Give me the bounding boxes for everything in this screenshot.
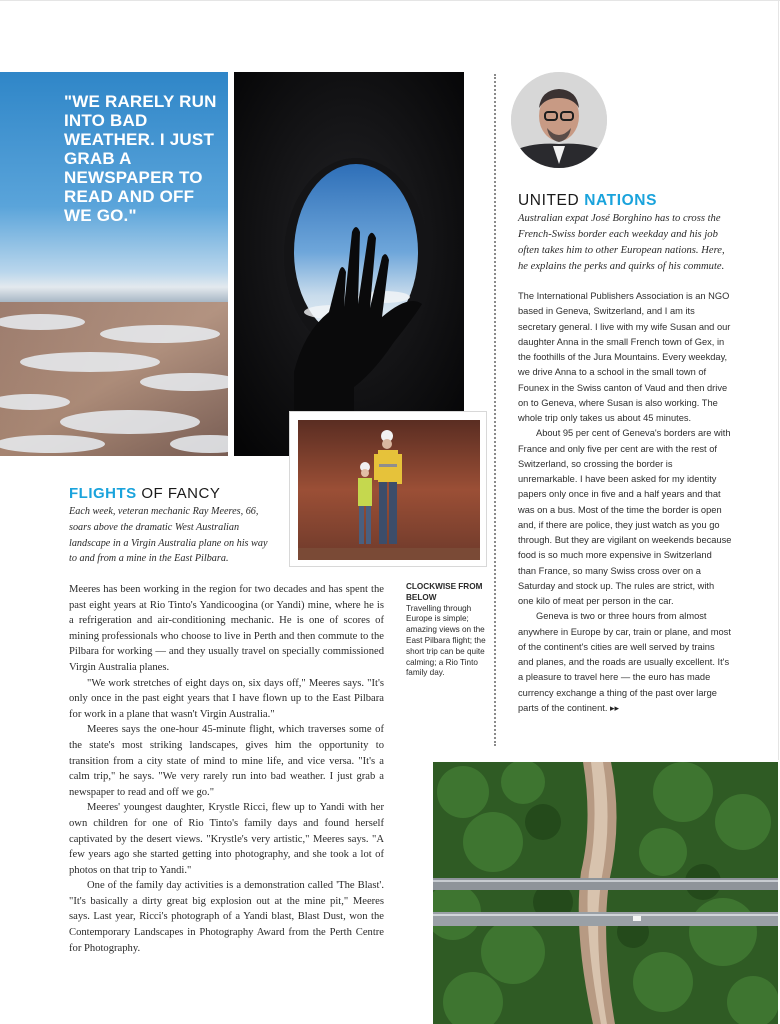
body-paragraph bbox=[518, 426, 732, 609]
body-paragraph: "We work stretches of eight days on, six days off," Meeres says. "It's only once in the past eight years that I have flown up to the East Pilbara for work in a plane that wasn't Virgin Australia." bbox=[69, 677, 384, 720]
united-nations-headline bbox=[518, 192, 657, 210]
body-paragraph-text: Geneva is two or three hours from almost anywhere in Europe by car, train or plane, and most of the continent's cities are well served by trains and planes, and the roads are usually excellent. It's a pleasure to travel here — the euro has made currency exchange a thing of the past over large parts of the continent. bbox=[518, 611, 731, 713]
column-divider bbox=[494, 74, 496, 746]
headline-plain: UNITED bbox=[518, 192, 585, 209]
headline-accent: FLIGHTS bbox=[69, 485, 137, 502]
body-paragraph bbox=[518, 609, 732, 716]
author-portrait bbox=[511, 72, 607, 168]
body-paragraph: Meeres' youngest daughter, Krystle Ricci, flew up to Yandi with her own children for one of Rio Tinto's family days and found herself captivated by the desert views. "Krystle's very artistic," Meeres says. "A few years ago she started getting into photography, and she took a lot of photos on that trip to Yandi." bbox=[69, 802, 384, 876]
flights-of-fancy-standfirst: Each week, veteran mechanic Ray Meeres, 66, soars above the dramatic West Australian landscape in a Virgin Australia plane on his way to and from a mine in the East Pilbara. bbox=[69, 506, 268, 565]
body-paragraph: One of the family day activities is a demonstration called 'The Blast'. "It's basically a dirty great big explosion out at the mine pit," Meeres says. Last year, Ricci's photograph of a Yandi blast, Blast Dust, won the Contemporary Landscapes in Photography Award from the Perth Centre for Photography. bbox=[69, 880, 384, 954]
headline-plain: OF FANCY bbox=[136, 485, 221, 502]
aerial-bridge-photo bbox=[433, 762, 778, 1024]
body-paragraph: Meeres says the one-hour 45-minute flight, which traverses some of the state's most striking landscapes, gives him the opportunity to transition from a city state of mind to mine life, and vice versa. "It's a calm trip," he says. "We very rarely run into bad weather. I just grab a newspaper to read and off we go." bbox=[69, 724, 384, 798]
body-paragraph: The International Publishers Association is an NGO based in Geneva, Switzerland, and I am its secretary general. I live with my wife Susan and our daughter Anna in the small French town of Gex, in the foothills of the Jura Mountains. Every weekday, we drive Anna to a school in the small town of Founex in the Swiss canton of Vaud and then drive on to Geneva, where Susan is also working. The whole trip only takes us about 45 minutes. bbox=[518, 291, 731, 423]
photo-caption bbox=[406, 582, 488, 679]
caption-text: Travelling through Europe is simple; amazing views on the East Pilbara flight; the short trip can be quite calming; a Rio Tinto family day. bbox=[406, 603, 486, 678]
body-paragraph: Meeres has been working in the region for two decades and has spent the past eight years at Rio Tinto's Yandicoogina (or Yandi) mine, where he is a refrigeration and air-conditioning mechanic. He is one of scores of mining professionals who choose to live in Perth and then commute to the Pilbara for working — and they usually travel on specially commissioned Virgin Australia planes. bbox=[69, 584, 384, 673]
united-nations-standfirst: Australian expat José Borghino has to cross the French-Swiss border each weekday and his job often takes him to other European nations. Here, he explains the perks and quirks of his commute. bbox=[518, 213, 725, 272]
headline-accent: NATIONS bbox=[584, 192, 658, 209]
flights-of-fancy-headline bbox=[69, 485, 220, 502]
page-edge-top bbox=[0, 0, 780, 1]
caption-heading: CLOCKWISE FROM BELOW bbox=[406, 582, 483, 602]
family-day-photo bbox=[290, 412, 486, 566]
airplane-window-photo bbox=[234, 72, 464, 456]
continue-arrow-icon: ▸▸ bbox=[610, 702, 620, 713]
united-nations-body bbox=[518, 289, 732, 716]
page-edge-right bbox=[778, 0, 779, 760]
pull-quote: "WE RARELY RUN INTO BAD WEATHER. I JUST GRAB A NEWSPAPER TO READ AND OFF WE GO." bbox=[64, 92, 217, 225]
body-paragraph-text: About 95 per cent of Geneva's borders are with France and only five per cent are with the rest of Switzerland, so crossing the border is unremarkable. I have been asked for my identity papers only once in five and a half years and that was on a bus. Most of the time the border is open and, if there are police, they just watch as you go through. But they are vigilant on weekends because food is so much more expensive in Switzerland than France, so many Swiss cross over on a Saturday and stock up. The rules are strict, with one kilo of meat per person in the car. bbox=[518, 428, 732, 606]
flights-of-fancy-body bbox=[69, 582, 384, 956]
